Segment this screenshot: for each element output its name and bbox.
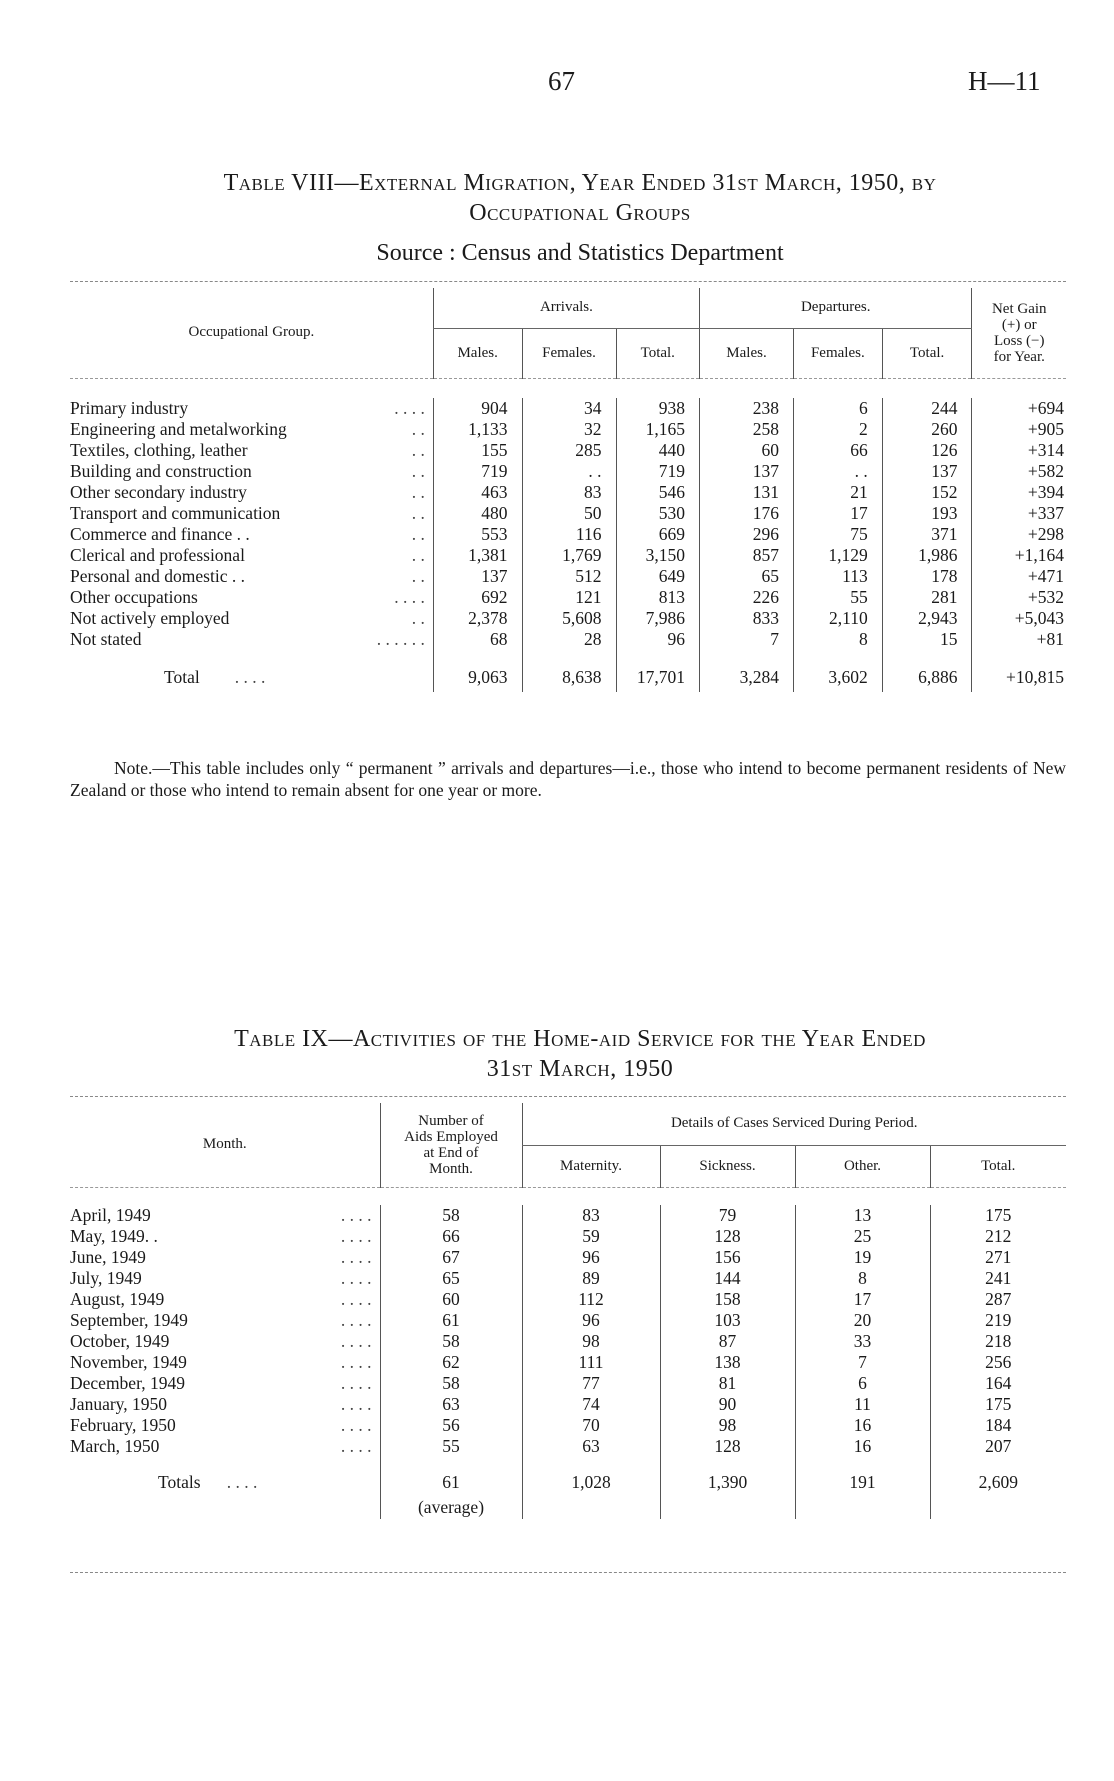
cell-a-t: 546 <box>616 482 700 503</box>
cell-d-t: 244 <box>882 398 972 419</box>
cell-aids: 67 <box>380 1247 522 1268</box>
table9-title-line2: 31st March, 1950 <box>486 1056 674 1082</box>
cell-maternity: 77 <box>522 1373 660 1394</box>
cell-a-m: 480 <box>433 503 522 524</box>
cell-a-m: 463 <box>433 482 522 503</box>
cell-maternity: 70 <box>522 1415 660 1436</box>
occupational-group-label: Clerical and professional . . <box>70 545 425 565</box>
cell-a-m: 719 <box>433 461 522 482</box>
table8-migration <box>70 288 1066 692</box>
cell-a-m: 904 <box>433 398 522 419</box>
net-header-line: (+) or <box>1001 316 1037 333</box>
table-row <box>70 608 1066 629</box>
header-month: Month. <box>202 1136 247 1153</box>
occupational-group-label: Not stated . . . . . . <box>70 629 425 649</box>
table-row <box>70 1415 1066 1436</box>
cell-d-m: 226 <box>700 587 794 608</box>
header-arrivals-females: Females. <box>522 328 616 378</box>
cell-total: 175 <box>930 1205 1066 1226</box>
cell-total: 207 <box>930 1436 1066 1457</box>
cell-total: 175 <box>930 1394 1066 1415</box>
cell-aids: 63 <box>380 1394 522 1415</box>
cell-a-t: 649 <box>616 566 700 587</box>
cell-aids: 55 <box>380 1436 522 1457</box>
table8-total-row <box>70 662 1066 692</box>
cell-total: 256 <box>930 1352 1066 1373</box>
table-row <box>70 1331 1066 1352</box>
cell-d-m: 137 <box>700 461 794 482</box>
table8-source: Source : Census and Statistics Department <box>376 240 784 266</box>
total-departures-females: 3,602 <box>793 662 882 692</box>
totals-other: 191 <box>795 1469 930 1495</box>
cell-net: +905 <box>972 419 1066 440</box>
cell-other: 19 <box>795 1247 930 1268</box>
cell-d-t: 2,943 <box>882 608 972 629</box>
cell-total: 218 <box>930 1331 1066 1352</box>
month-label: August, 1949 . . . . <box>70 1289 372 1309</box>
totals-aids: 61 <box>380 1469 522 1495</box>
cell-d-m: 258 <box>700 419 794 440</box>
cell-d-t: 1,986 <box>882 545 972 566</box>
occupational-group-label: Primary industry . . . . <box>70 398 425 418</box>
cell-a-t: 719 <box>616 461 700 482</box>
header-arrivals-total: Total. <box>616 328 700 378</box>
totals-total: 2,609 <box>930 1469 1066 1495</box>
cell-other: 20 <box>795 1310 930 1331</box>
net-header-line: Loss (−) <box>993 332 1045 349</box>
header-departures-total: Total. <box>882 328 972 378</box>
table-row <box>70 629 1066 650</box>
cell-sickness: 98 <box>660 1415 795 1436</box>
cell-a-t: 96 <box>616 629 700 650</box>
month-label: March, 1950 . . . . <box>70 1436 372 1456</box>
cell-aids: 60 <box>380 1289 522 1310</box>
cell-d-f: 6 <box>793 398 882 419</box>
aids-header-line: Aids Employed <box>404 1128 498 1145</box>
cell-a-f: . . <box>522 461 616 482</box>
table-row <box>70 1394 1066 1415</box>
cell-net: +471 <box>972 566 1066 587</box>
cell-d-t: 137 <box>882 461 972 482</box>
cell-d-f: 2 <box>793 419 882 440</box>
cell-net: +694 <box>972 398 1066 419</box>
cell-maternity: 89 <box>522 1268 660 1289</box>
cell-a-m: 2,378 <box>433 608 522 629</box>
cell-total: 184 <box>930 1415 1066 1436</box>
cell-a-f: 5,608 <box>522 608 616 629</box>
cell-other: 17 <box>795 1289 930 1310</box>
table9-home-aid <box>70 1103 1066 1519</box>
cell-a-f: 83 <box>522 482 616 503</box>
header-net-gain-loss <box>972 288 1066 378</box>
cell-d-m: 65 <box>700 566 794 587</box>
table-row <box>70 1268 1066 1289</box>
totals-sickness: 1,390 <box>660 1469 795 1495</box>
cell-d-f: 75 <box>793 524 882 545</box>
totals-aids-note: (average) <box>380 1495 522 1519</box>
cell-a-t: 669 <box>616 524 700 545</box>
cell-d-t: 281 <box>882 587 972 608</box>
table8-title-line2: Occupational Groups <box>469 200 691 226</box>
cell-aids: 58 <box>380 1205 522 1226</box>
table-row <box>70 503 1066 524</box>
table-row <box>70 545 1066 566</box>
occupational-group-label: Transport and communication . . <box>70 503 425 523</box>
header-details: Details of Cases Serviced During Period. <box>522 1103 1066 1145</box>
cell-d-f: 1,129 <box>793 545 882 566</box>
table-row <box>70 1247 1066 1268</box>
cell-a-f: 1,769 <box>522 545 616 566</box>
table9-totals-row <box>70 1469 1066 1495</box>
aids-header-line: Number of <box>418 1112 484 1129</box>
cell-d-f: . . <box>793 461 882 482</box>
cell-d-m: 176 <box>700 503 794 524</box>
table-row <box>70 461 1066 482</box>
table-row <box>70 1226 1066 1247</box>
month-label: January, 1950 . . . . <box>70 1394 372 1414</box>
cell-d-m: 857 <box>700 545 794 566</box>
month-label: October, 1949 . . . . <box>70 1331 372 1351</box>
cell-d-m: 60 <box>700 440 794 461</box>
cell-a-f: 34 <box>522 398 616 419</box>
total-departures-total: 6,886 <box>882 662 972 692</box>
cell-a-t: 3,150 <box>616 545 700 566</box>
cell-aids: 56 <box>380 1415 522 1436</box>
cell-aids: 58 <box>380 1331 522 1352</box>
table-row <box>70 419 1066 440</box>
header-other: Other. <box>795 1145 930 1187</box>
cell-total: 241 <box>930 1268 1066 1289</box>
cell-a-m: 137 <box>433 566 522 587</box>
cell-maternity: 83 <box>522 1205 660 1226</box>
cell-a-f: 50 <box>522 503 616 524</box>
occupational-group-label: Engineering and metalworking . . <box>70 419 425 439</box>
table-row <box>70 524 1066 545</box>
cell-other: 6 <box>795 1373 930 1394</box>
cell-a-t: 813 <box>616 587 700 608</box>
cell-aids: 61 <box>380 1310 522 1331</box>
cell-sickness: 144 <box>660 1268 795 1289</box>
cell-d-t: 193 <box>882 503 972 524</box>
cell-maternity: 63 <box>522 1436 660 1457</box>
cell-a-t: 7,986 <box>616 608 700 629</box>
cell-net: +337 <box>972 503 1066 524</box>
month-label: September, 1949 . . . . <box>70 1310 372 1330</box>
table9-title-line1: Table IX—Activities of the Home-aid Service for the Year Ended <box>234 1026 926 1052</box>
cell-net: +582 <box>972 461 1066 482</box>
cell-a-f: 512 <box>522 566 616 587</box>
cell-d-f: 2,110 <box>793 608 882 629</box>
table9-bottom-rule <box>70 1572 1066 1573</box>
totals-maternity: 1,028 <box>522 1469 660 1495</box>
cell-maternity: 59 <box>522 1226 660 1247</box>
cell-total: 287 <box>930 1289 1066 1310</box>
cell-maternity: 74 <box>522 1394 660 1415</box>
cell-d-t: 371 <box>882 524 972 545</box>
aids-header-line: at End of <box>423 1144 479 1161</box>
total-label: Total . . . . <box>164 666 266 687</box>
total-arrivals-total: 17,701 <box>616 662 700 692</box>
net-header-line: Net Gain <box>991 300 1047 317</box>
cell-a-f: 32 <box>522 419 616 440</box>
table-row <box>70 566 1066 587</box>
cell-other: 13 <box>795 1205 930 1226</box>
table-row <box>70 587 1066 608</box>
cell-sickness: 79 <box>660 1205 795 1226</box>
cell-d-m: 833 <box>700 608 794 629</box>
cell-d-f: 66 <box>793 440 882 461</box>
cell-d-t: 126 <box>882 440 972 461</box>
table-row <box>70 1352 1066 1373</box>
table8-title-line1: Table VIII—External Migration, Year Ended 31st March, 1950, by <box>223 170 937 196</box>
table-row <box>70 1310 1066 1331</box>
cell-net: +5,043 <box>972 608 1066 629</box>
cell-net: +298 <box>972 524 1066 545</box>
cell-aids: 66 <box>380 1226 522 1247</box>
table8-note: Note.—This table includes only “ permanent ” arrivals and departures—i.e., those who intend to become permanent residents of New Zealand or those who intend to remain absent for one year or more. <box>70 758 1066 800</box>
table9-top-rule <box>70 1096 1066 1097</box>
cell-d-m: 131 <box>700 482 794 503</box>
cell-aids: 65 <box>380 1268 522 1289</box>
cell-aids: 62 <box>380 1352 522 1373</box>
cell-d-m: 296 <box>700 524 794 545</box>
header-arrivals: Arrivals. <box>433 288 699 328</box>
cell-maternity: 96 <box>522 1247 660 1268</box>
header-sickness: Sickness. <box>660 1145 795 1187</box>
month-label: December, 1949 . . . . <box>70 1373 372 1393</box>
cell-maternity: 98 <box>522 1331 660 1352</box>
cell-other: 16 <box>795 1436 930 1457</box>
cell-a-m: 155 <box>433 440 522 461</box>
header-departures: Departures. <box>700 288 972 328</box>
cell-net: +394 <box>972 482 1066 503</box>
cell-maternity: 112 <box>522 1289 660 1310</box>
cell-sickness: 103 <box>660 1310 795 1331</box>
table8-top-rule <box>70 281 1066 282</box>
cell-other: 8 <box>795 1268 930 1289</box>
table-row <box>70 398 1066 419</box>
cell-d-m: 238 <box>700 398 794 419</box>
cell-d-t: 15 <box>882 629 972 650</box>
header-aids-employed <box>380 1103 522 1187</box>
net-header-line: for Year. <box>993 348 1045 365</box>
cell-sickness: 128 <box>660 1436 795 1457</box>
table-row <box>70 1205 1066 1226</box>
cell-d-f: 55 <box>793 587 882 608</box>
cell-maternity: 96 <box>522 1310 660 1331</box>
aids-header-line: Month. <box>429 1160 473 1177</box>
cell-a-f: 285 <box>522 440 616 461</box>
cell-other: 11 <box>795 1394 930 1415</box>
month-label: February, 1950 . . . . <box>70 1415 372 1435</box>
total-departures-males: 3,284 <box>700 662 794 692</box>
cell-total: 164 <box>930 1373 1066 1394</box>
cell-d-t: 260 <box>882 419 972 440</box>
header-total: Total. <box>930 1145 1066 1187</box>
total-net: +10,815 <box>972 662 1066 692</box>
cell-total: 271 <box>930 1247 1066 1268</box>
cell-sickness: 87 <box>660 1331 795 1352</box>
month-label: June, 1949 . . . . <box>70 1247 372 1267</box>
cell-other: 16 <box>795 1415 930 1436</box>
cell-d-f: 8 <box>793 629 882 650</box>
cell-sickness: 158 <box>660 1289 795 1310</box>
cell-total: 212 <box>930 1226 1066 1247</box>
cell-aids: 58 <box>380 1373 522 1394</box>
cell-other: 33 <box>795 1331 930 1352</box>
table-row <box>70 1289 1066 1310</box>
cell-net: +532 <box>972 587 1066 608</box>
cell-d-t: 178 <box>882 566 972 587</box>
cell-a-m: 1,381 <box>433 545 522 566</box>
cell-other: 7 <box>795 1352 930 1373</box>
header-departures-males: Males. <box>700 328 794 378</box>
occupational-group-label: Commerce and finance . . . . <box>70 524 425 544</box>
cell-other: 25 <box>795 1226 930 1247</box>
cell-a-t: 530 <box>616 503 700 524</box>
month-label: July, 1949 . . . . <box>70 1268 372 1288</box>
occupational-group-label: Other secondary industry . . <box>70 482 425 502</box>
cell-net: +81 <box>972 629 1066 650</box>
cell-sickness: 128 <box>660 1226 795 1247</box>
month-label: May, 1949. . . . . . <box>70 1226 372 1246</box>
total-arrivals-males: 9,063 <box>433 662 522 692</box>
cell-a-m: 1,133 <box>433 419 522 440</box>
table-row <box>70 1436 1066 1457</box>
month-label: November, 1949 . . . . <box>70 1352 372 1372</box>
header-departures-females: Females. <box>793 328 882 378</box>
cell-total: 219 <box>930 1310 1066 1331</box>
cell-d-f: 113 <box>793 566 882 587</box>
totals-label: Totals . . . . <box>158 1471 258 1492</box>
cell-maternity: 111 <box>522 1352 660 1373</box>
cell-d-t: 152 <box>882 482 972 503</box>
header-arrivals-males: Males. <box>433 328 522 378</box>
occupational-group-label: Personal and domestic . . . . <box>70 566 425 586</box>
cell-d-f: 17 <box>793 503 882 524</box>
cell-a-f: 116 <box>522 524 616 545</box>
document-code: H—11 <box>968 66 1041 96</box>
total-arrivals-females: 8,638 <box>522 662 616 692</box>
table-row <box>70 1373 1066 1394</box>
cell-a-t: 440 <box>616 440 700 461</box>
occupational-group-label: Textiles, clothing, leather . . <box>70 440 425 460</box>
cell-a-t: 938 <box>616 398 700 419</box>
table-row <box>70 440 1066 461</box>
occupational-group-label: Other occupations . . . . <box>70 587 425 607</box>
cell-sickness: 138 <box>660 1352 795 1373</box>
cell-a-t: 1,165 <box>616 419 700 440</box>
cell-d-f: 21 <box>793 482 882 503</box>
cell-a-m: 68 <box>433 629 522 650</box>
table-row <box>70 482 1066 503</box>
month-label: April, 1949 . . . . <box>70 1205 372 1225</box>
cell-a-f: 28 <box>522 629 616 650</box>
cell-sickness: 90 <box>660 1394 795 1415</box>
header-occupational-group: Occupational Group. <box>188 324 315 341</box>
cell-a-m: 692 <box>433 587 522 608</box>
page-number: 67 <box>548 66 575 96</box>
cell-d-m: 7 <box>700 629 794 650</box>
occupational-group-label: Building and construction . . <box>70 461 425 481</box>
cell-sickness: 156 <box>660 1247 795 1268</box>
header-maternity: Maternity. <box>522 1145 660 1187</box>
cell-sickness: 81 <box>660 1373 795 1394</box>
cell-net: +1,164 <box>972 545 1066 566</box>
occupational-group-label: Not actively employed . . <box>70 608 425 628</box>
cell-a-f: 121 <box>522 587 616 608</box>
cell-a-m: 553 <box>433 524 522 545</box>
cell-net: +314 <box>972 440 1066 461</box>
